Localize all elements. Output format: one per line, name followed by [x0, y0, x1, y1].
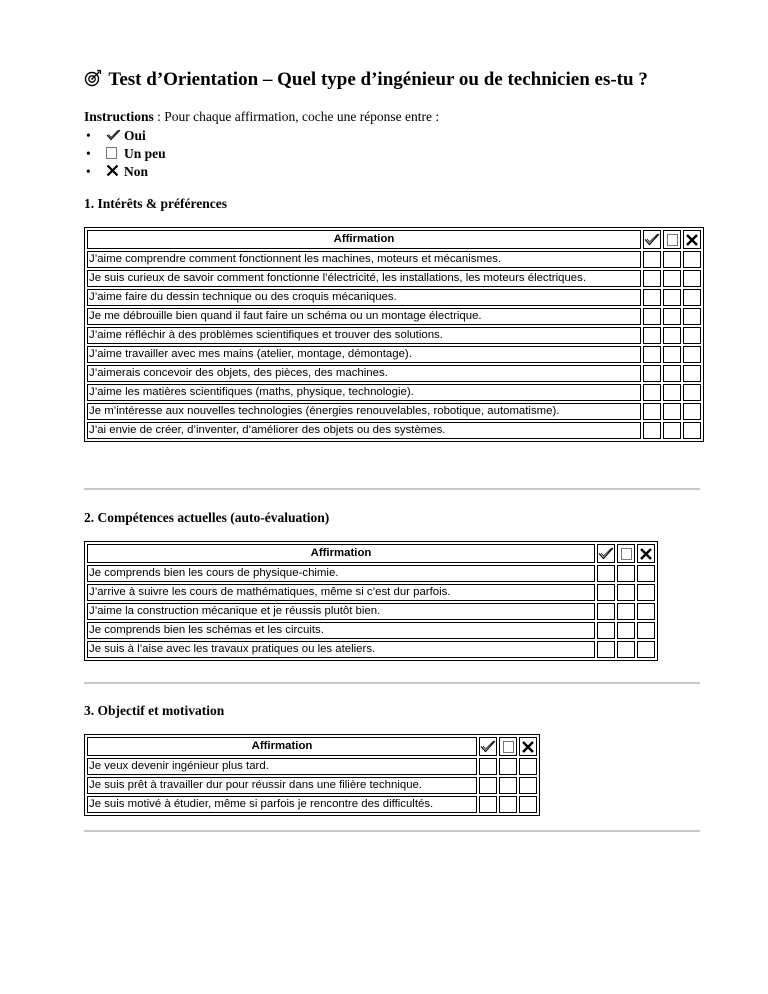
- answer-oui-checkbox[interactable]: [643, 270, 661, 287]
- answer-un-peu-checkbox[interactable]: [617, 641, 635, 658]
- answer-un-peu-checkbox[interactable]: [663, 365, 681, 382]
- affirmation-cell: J’aime les matières scientifiques (maths, physique, technologie).: [87, 384, 641, 401]
- answer-oui-checkbox[interactable]: [643, 308, 661, 325]
- table-header-row: [87, 737, 537, 756]
- affirmation-cell: Je veux devenir ingénieur plus tard.: [87, 758, 477, 775]
- affirmation-cell: J’aimerais concevoir des objets, des pièces, des machines.: [87, 365, 641, 382]
- answer-non-checkbox[interactable]: [683, 365, 701, 382]
- page-title: [84, 66, 700, 94]
- document-page: [84, 66, 700, 181]
- answer-non-checkbox[interactable]: [637, 622, 655, 639]
- answer-un-peu-checkbox[interactable]: [663, 384, 681, 401]
- option-oui: [106, 127, 700, 145]
- instructions-text: : Pour chaque affirmation, coche une réponse entre :: [153, 109, 440, 124]
- option-non: [106, 163, 700, 181]
- option-label: Oui: [124, 128, 146, 143]
- check-icon: [643, 230, 661, 249]
- table-row: [87, 270, 701, 287]
- section-heading: 3. Objectif et motivation: [84, 703, 225, 718]
- answer-non-checkbox[interactable]: [683, 346, 701, 363]
- cross-icon: [683, 230, 701, 249]
- table-row: [87, 796, 537, 813]
- box-icon: [617, 544, 635, 563]
- answer-oui-checkbox[interactable]: [479, 796, 497, 813]
- answer-oui-checkbox[interactable]: [643, 346, 661, 363]
- section-divider: [84, 830, 700, 832]
- answer-non-checkbox[interactable]: [683, 384, 701, 401]
- table-row: [87, 758, 537, 775]
- answer-oui-checkbox[interactable]: [643, 403, 661, 420]
- section-1: [84, 195, 704, 442]
- answer-non-checkbox[interactable]: [683, 422, 701, 439]
- table-row: [87, 327, 701, 344]
- answer-options-list: [84, 127, 700, 181]
- affirmation-cell: J’aime faire du dessin technique ou des croquis mécaniques.: [87, 289, 641, 306]
- answer-un-peu-checkbox[interactable]: [499, 777, 517, 794]
- section-2: [84, 509, 658, 661]
- questionnaire-table: [84, 227, 704, 442]
- table-header-row: [87, 230, 701, 249]
- answer-non-checkbox[interactable]: [683, 327, 701, 344]
- table-row: [87, 251, 701, 268]
- section-divider: [84, 682, 700, 684]
- table-row: [87, 365, 701, 382]
- table-row: [87, 622, 655, 639]
- answer-oui-checkbox[interactable]: [643, 365, 661, 382]
- answer-oui-checkbox[interactable]: [643, 327, 661, 344]
- answer-un-peu-checkbox[interactable]: [663, 422, 681, 439]
- affirmation-cell: J’aime réfléchir à des problèmes scientifiques et trouver des solutions.: [87, 327, 641, 344]
- answer-un-peu-checkbox[interactable]: [663, 403, 681, 420]
- answer-non-checkbox[interactable]: [637, 603, 655, 620]
- answer-non-checkbox[interactable]: [683, 308, 701, 325]
- table-row: [87, 403, 701, 420]
- answer-oui-checkbox[interactable]: [479, 777, 497, 794]
- answer-un-peu-checkbox[interactable]: [617, 565, 635, 582]
- answer-un-peu-checkbox[interactable]: [663, 251, 681, 268]
- section-divider: [84, 488, 700, 490]
- affirmation-cell: J’aime comprendre comment fonctionnent les machines, moteurs et mécanismes.: [87, 251, 641, 268]
- column-header-affirmation: Affirmation: [87, 544, 595, 563]
- answer-non-checkbox[interactable]: [519, 758, 537, 775]
- section-heading: 1. Intérêts & préférences: [84, 196, 227, 211]
- questionnaire-table: [84, 541, 658, 661]
- answer-un-peu-checkbox[interactable]: [663, 346, 681, 363]
- answer-oui-checkbox[interactable]: [643, 251, 661, 268]
- answer-oui-checkbox[interactable]: [597, 641, 615, 658]
- cross-icon: [106, 163, 124, 181]
- option-label: Un peu: [124, 146, 166, 161]
- answer-un-peu-checkbox[interactable]: [663, 270, 681, 287]
- answer-oui-checkbox[interactable]: [643, 289, 661, 306]
- answer-non-checkbox[interactable]: [637, 584, 655, 601]
- box-icon: [106, 145, 124, 163]
- affirmation-cell: Je suis curieux de savoir comment fonctionne l’électricité, les installations, les moteurs électriques.: [87, 270, 641, 287]
- answer-un-peu-checkbox[interactable]: [617, 622, 635, 639]
- table-row: [87, 384, 701, 401]
- title-text: Test d’Orientation – Quel type d’ingénieur ou de technicien es-tu ?: [108, 69, 648, 90]
- table-row: [87, 641, 655, 658]
- instructions: [84, 108, 700, 125]
- answer-oui-checkbox[interactable]: [597, 603, 615, 620]
- table-row: [87, 308, 701, 325]
- table-row: [87, 584, 655, 601]
- answer-non-checkbox[interactable]: [637, 565, 655, 582]
- affirmation-cell: Je me débrouille bien quand il faut faire un schéma ou un montage électrique.: [87, 308, 641, 325]
- answer-oui-checkbox[interactable]: [597, 584, 615, 601]
- table-row: [87, 422, 701, 439]
- table-row: [87, 565, 655, 582]
- check-icon: [479, 737, 497, 756]
- affirmation-cell: Je suis prêt à travailler dur pour réussir dans une filière technique.: [87, 777, 477, 794]
- affirmation-cell: Je suis motivé à étudier, même si parfois je rencontre des difficultés.: [87, 796, 477, 813]
- answer-un-peu-checkbox[interactable]: [663, 289, 681, 306]
- box-icon: [663, 230, 681, 249]
- answer-non-checkbox[interactable]: [683, 270, 701, 287]
- check-icon: [597, 544, 615, 563]
- answer-un-peu-checkbox[interactable]: [663, 327, 681, 344]
- column-header-affirmation: Affirmation: [87, 230, 641, 249]
- questionnaire-table: [84, 734, 540, 816]
- table-row: [87, 603, 655, 620]
- cross-icon: [519, 737, 537, 756]
- affirmation-cell: Je comprends bien les schémas et les circuits.: [87, 622, 595, 639]
- table-header-row: [87, 544, 655, 563]
- target-icon: [84, 66, 104, 94]
- answer-non-checkbox[interactable]: [519, 796, 537, 813]
- affirmation-cell: J’aime la construction mécanique et je réussis plutôt bien.: [87, 603, 595, 620]
- answer-oui-checkbox[interactable]: [643, 422, 661, 439]
- answer-oui-checkbox[interactable]: [479, 758, 497, 775]
- answer-oui-checkbox[interactable]: [643, 384, 661, 401]
- answer-un-peu-checkbox[interactable]: [499, 796, 517, 813]
- answer-un-peu-checkbox[interactable]: [617, 603, 635, 620]
- option-label: Non: [124, 164, 149, 179]
- affirmation-cell: Je m’intéresse aux nouvelles technologies (énergies renouvelables, robotique, automatisme).: [87, 403, 641, 420]
- column-header-affirmation: Affirmation: [87, 737, 477, 756]
- option-un-peu: [106, 145, 700, 163]
- check-icon: [106, 127, 124, 145]
- answer-non-checkbox[interactable]: [683, 289, 701, 306]
- affirmation-cell: Je comprends bien les cours de physique-chimie.: [87, 565, 595, 582]
- affirmation-cell: J’aime travailler avec mes mains (atelier, montage, démontage).: [87, 346, 641, 363]
- section-heading: 2. Compétences actuelles (auto-évaluation): [84, 510, 330, 525]
- instructions-label: Instructions: [84, 109, 154, 124]
- answer-non-checkbox[interactable]: [519, 777, 537, 794]
- table-row: [87, 777, 537, 794]
- affirmation-cell: J’ai envie de créer, d’inventer, d’améliorer des objets ou des systèmes.: [87, 422, 641, 439]
- affirmation-cell: Je suis à l’aise avec les travaux pratiques ou les ateliers.: [87, 641, 595, 658]
- answer-non-checkbox[interactable]: [637, 641, 655, 658]
- answer-oui-checkbox[interactable]: [597, 565, 615, 582]
- answer-oui-checkbox[interactable]: [597, 622, 615, 639]
- answer-un-peu-checkbox[interactable]: [499, 758, 517, 775]
- table-row: [87, 289, 701, 306]
- affirmation-cell: J’arrive à suivre les cours de mathématiques, même si c’est dur parfois.: [87, 584, 595, 601]
- cross-icon: [637, 544, 655, 563]
- answer-un-peu-checkbox[interactable]: [617, 584, 635, 601]
- box-icon: [499, 737, 517, 756]
- table-row: [87, 346, 701, 363]
- answer-non-checkbox[interactable]: [683, 403, 701, 420]
- answer-un-peu-checkbox[interactable]: [663, 308, 681, 325]
- answer-non-checkbox[interactable]: [683, 251, 701, 268]
- section-3: [84, 702, 540, 816]
